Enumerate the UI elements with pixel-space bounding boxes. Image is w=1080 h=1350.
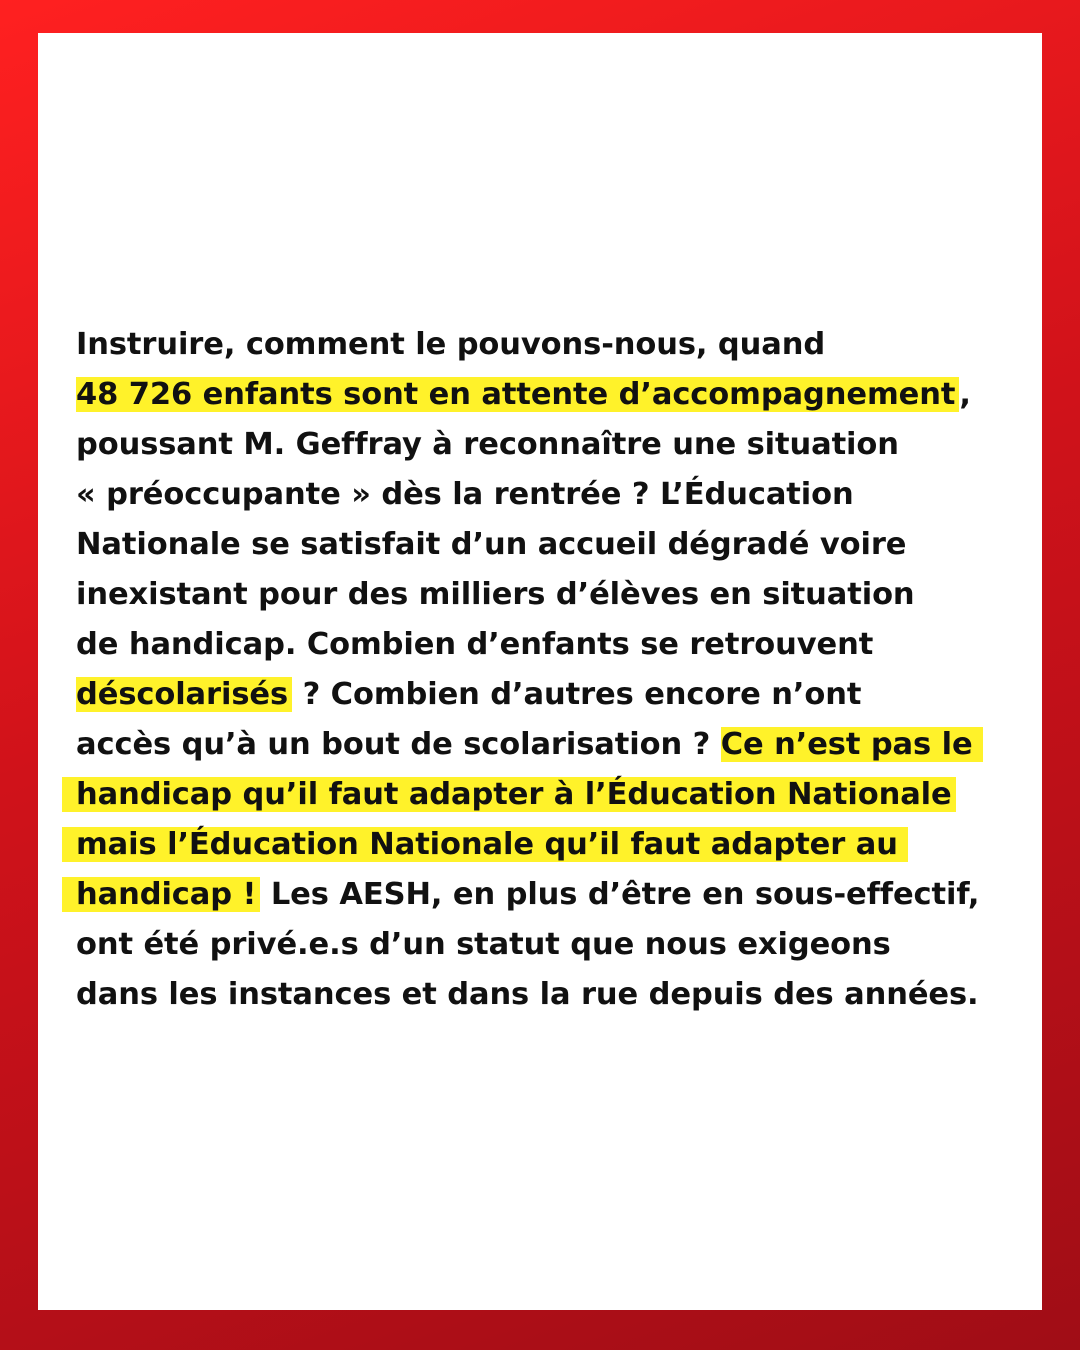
text-line-13-content: ont été privé.e.s d’un statut que nous exigeons [76, 927, 891, 962]
text-line-7-content: de handicap. Combien d’enfants se retrouvent [76, 627, 874, 662]
text-line-4 [76, 470, 1026, 520]
text-line-11 [76, 820, 1026, 870]
text-line-14-content: dans les instances et dans la rue depuis des années. [76, 977, 979, 1012]
highlighted-statement-middle: handicap qu’il faut adapter à l’Éducation Nationale [62, 777, 956, 812]
text-line-10 [76, 770, 1026, 820]
body-paragraph [76, 320, 1026, 1020]
text-line-3-content: poussant M. Geffray à reconnaître une situation [76, 427, 899, 462]
text-line-1 [76, 320, 1026, 370]
text-line-4-content: « préoccupante » dès la rentrée ? L’Éducation [76, 477, 854, 512]
text-line-2-rest: , [959, 377, 971, 412]
text-line-8-rest: ? Combien d’autres encore n’ont [292, 677, 862, 712]
text-line-9 [76, 720, 1026, 770]
text-line-12 [76, 870, 1026, 920]
text-line-1-content: Instruire, comment le pouvons-nous, quand [76, 327, 826, 362]
text-line-14 [76, 970, 1026, 1020]
highlighted-statement-end: handicap ! [62, 877, 260, 912]
text-line-3 [76, 420, 1026, 470]
highlighted-statistic: 48 726 enfants sont en attente d’accompagnement [76, 377, 959, 412]
highlighted-statement-continued: mais l’Éducation Nationale qu’il faut adapter au [62, 827, 908, 862]
text-line-2 [76, 370, 1026, 420]
text-line-13 [76, 920, 1026, 970]
text-line-8 [76, 670, 1026, 720]
text-line-9-pre: accès qu’à un bout de scolarisation ? [76, 727, 721, 762]
highlighted-statement-start: Ce n’est pas le [721, 727, 983, 762]
highlighted-word: déscolarisés [76, 677, 292, 712]
text-line-12-rest: Les AESH, en plus d’être en sous-effectif, [260, 877, 980, 912]
text-line-5 [76, 520, 1026, 570]
text-line-6 [76, 570, 1026, 620]
text-line-7 [76, 620, 1026, 670]
text-line-6-content: inexistant pour des milliers d’élèves en situation [76, 577, 915, 612]
text-line-5-content: Nationale se satisfait d’un accueil dégradé voire [76, 527, 907, 562]
